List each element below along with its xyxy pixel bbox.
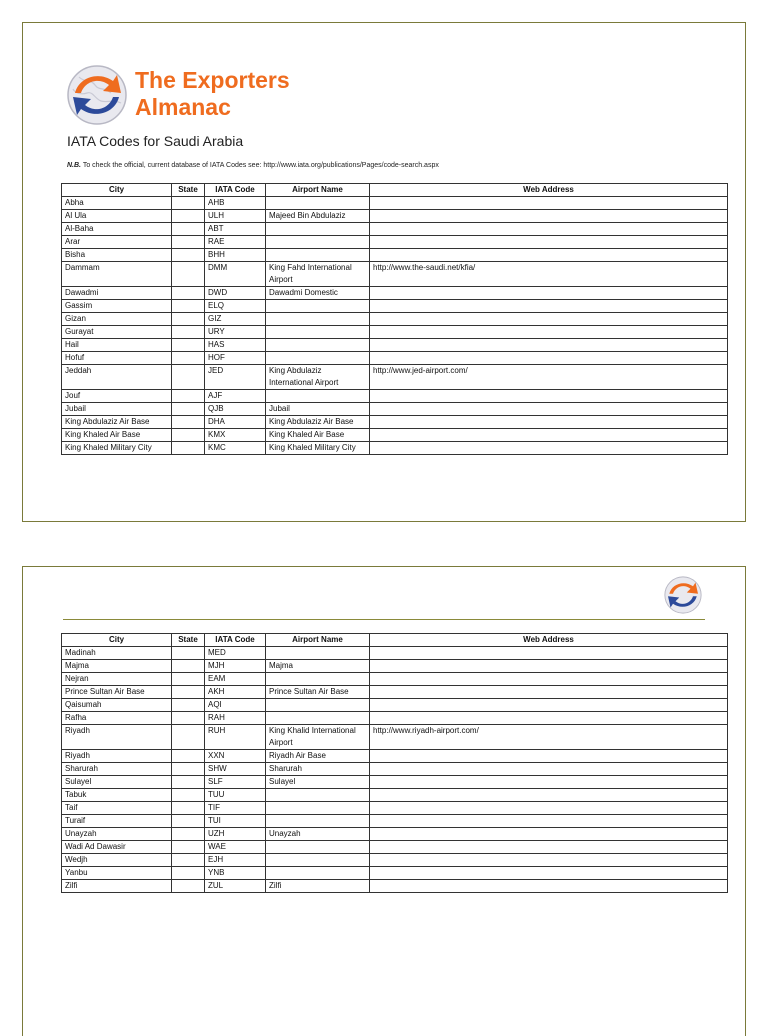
cell-city: Madinah [62,647,172,660]
page-title: IATA Codes for Saudi Arabia [67,133,244,149]
cell-iata-code: EAM [205,673,266,686]
cell-state [172,673,205,686]
document-page-1 [22,22,746,522]
table-body [62,647,728,893]
cell-city: Majma [62,660,172,673]
cell-city: Dammam [62,262,172,287]
table-row [62,712,728,725]
cell-web-address [370,841,728,854]
cell-web-address [370,880,728,893]
cell-web-address [370,236,728,249]
cell-iata-code: WAE [205,841,266,854]
cell-airport-name [266,867,370,880]
cell-airport-name: King Khaled Air Base [266,429,370,442]
cell-iata-code: HOF [205,352,266,365]
cell-airport-name: Sharurah [266,763,370,776]
table-row [62,880,728,893]
table-row [62,210,728,223]
cell-city: Dawadmi [62,287,172,300]
cell-airport-name [266,789,370,802]
cell-web-address: http://www.jed-airport.com/ [370,365,728,390]
cell-web-address [370,712,728,725]
cell-iata-code: QJB [205,403,266,416]
table-row [62,365,728,390]
table-row [62,262,728,287]
cell-iata-code: XXN [205,750,266,763]
cell-city: Wedjh [62,854,172,867]
table-row [62,673,728,686]
cell-airport-name [266,197,370,210]
table-row [62,789,728,802]
cell-city: Jeddah [62,365,172,390]
cell-city: Unayzah [62,828,172,841]
cell-web-address [370,686,728,699]
table-row [62,660,728,673]
table-row [62,326,728,339]
cell-airport-name [266,339,370,352]
cell-iata-code: TUU [205,789,266,802]
brand-line-1: The Exporters [135,67,290,93]
note-body: To check the official, current database of IATA Codes see: http://www.iata.org/publications/Pages/code-search.aspx [81,162,439,169]
cell-state [172,287,205,300]
cell-airport-name: King Fahd International Airport [266,262,370,287]
cell-airport-name: Majeed Bin Abdulaziz [266,210,370,223]
cell-iata-code: EJH [205,854,266,867]
cell-web-address [370,660,728,673]
table-row [62,750,728,763]
cell-airport-name [266,699,370,712]
cell-airport-name [266,313,370,326]
cell-web-address [370,416,728,429]
cell-state [172,313,205,326]
table-row [62,699,728,712]
cell-city: Sharurah [62,763,172,776]
cell-state [172,828,205,841]
cell-city: Taif [62,802,172,815]
table-row [62,416,728,429]
table-row [62,802,728,815]
cell-state [172,686,205,699]
cell-state [172,197,205,210]
cell-airport-name [266,815,370,828]
cell-iata-code: DMM [205,262,266,287]
cell-airport-name: King Abdulaziz International Airport [266,365,370,390]
column-header-web-address: Web Address [370,634,728,647]
cell-web-address [370,442,728,455]
cell-airport-name [266,802,370,815]
cell-airport-name [266,647,370,660]
cell-web-address [370,300,728,313]
cell-web-address [370,326,728,339]
cell-web-address [370,197,728,210]
cell-city: Gurayat [62,326,172,339]
header-divider [63,619,705,620]
cell-city: Gassim [62,300,172,313]
cell-web-address [370,403,728,416]
cell-iata-code: MED [205,647,266,660]
cell-city: Qaisumah [62,699,172,712]
cell-state [172,815,205,828]
cell-city: Gizan [62,313,172,326]
table-row [62,854,728,867]
cell-state [172,365,205,390]
cell-web-address [370,776,728,789]
cell-iata-code: URY [205,326,266,339]
cell-iata-code: KMC [205,442,266,455]
cell-city: Jubail [62,403,172,416]
cell-web-address [370,339,728,352]
cell-state [172,802,205,815]
iata-codes-table-1 [61,183,728,455]
table-row [62,403,728,416]
cell-iata-code: ZUL [205,880,266,893]
column-header-iata-code: IATA Code [205,634,266,647]
cell-iata-code: AHB [205,197,266,210]
cell-state [172,699,205,712]
cell-iata-code: RAE [205,236,266,249]
cell-web-address [370,429,728,442]
column-header-web-address: Web Address [370,184,728,197]
cell-state [172,300,205,313]
table-row [62,841,728,854]
exporters-almanac-logo-small-icon [663,575,703,615]
cell-state [172,725,205,750]
cell-airport-name [266,390,370,403]
table-row [62,249,728,262]
cell-iata-code: AJF [205,390,266,403]
cell-city: Hail [62,339,172,352]
cell-web-address [370,390,728,403]
cell-airport-name: Jubail [266,403,370,416]
cell-web-address [370,750,728,763]
cell-state [172,352,205,365]
cell-state [172,647,205,660]
table-row [62,867,728,880]
exporters-almanac-logo-icon [65,63,129,127]
cell-state [172,416,205,429]
cell-state [172,326,205,339]
cell-city: King Abdulaziz Air Base [62,416,172,429]
cell-airport-name [266,236,370,249]
table-row [62,197,728,210]
note-label: N.B. [67,162,81,169]
cell-iata-code: UZH [205,828,266,841]
cell-iata-code: BHH [205,249,266,262]
cell-city: Abha [62,197,172,210]
cell-web-address [370,352,728,365]
cell-airport-name [266,854,370,867]
cell-city: Prince Sultan Air Base [62,686,172,699]
cell-iata-code: KMX [205,429,266,442]
cell-web-address: http://www.riyadh-airport.com/ [370,725,728,750]
cell-state [172,236,205,249]
table-row [62,300,728,313]
table-row [62,339,728,352]
cell-state [172,403,205,416]
cell-city: Al Ula [62,210,172,223]
table-row [62,815,728,828]
cell-city: Al-Baha [62,223,172,236]
cell-state [172,789,205,802]
cell-city: Jouf [62,390,172,403]
table-row [62,236,728,249]
cell-iata-code: DWD [205,287,266,300]
table-header-row [62,634,728,647]
cell-city: Nejran [62,673,172,686]
cell-airport-name [266,326,370,339]
note-text [67,162,439,169]
cell-state [172,867,205,880]
brand-name [135,67,290,121]
cell-airport-name [266,352,370,365]
cell-web-address [370,802,728,815]
table-row [62,725,728,750]
cell-web-address [370,815,728,828]
table-row [62,429,728,442]
cell-web-address [370,249,728,262]
cell-city: King Khaled Military City [62,442,172,455]
cell-airport-name [266,712,370,725]
cell-airport-name: Prince Sultan Air Base [266,686,370,699]
table-row [62,763,728,776]
cell-city: Tabuk [62,789,172,802]
cell-city: Turaif [62,815,172,828]
document-page-2 [22,566,746,1036]
cell-city: Yanbu [62,867,172,880]
brand-line-2: Almanac [135,94,231,120]
cell-web-address [370,210,728,223]
column-header-city: City [62,634,172,647]
cell-city: Sulayel [62,776,172,789]
table-body [62,197,728,455]
cell-iata-code: TIF [205,802,266,815]
table-row [62,442,728,455]
cell-iata-code: JED [205,365,266,390]
cell-airport-name [266,249,370,262]
cell-iata-code: DHA [205,416,266,429]
cell-iata-code: ABT [205,223,266,236]
cell-state [172,223,205,236]
cell-state [172,854,205,867]
column-header-city: City [62,184,172,197]
table-row [62,686,728,699]
cell-state [172,776,205,789]
cell-state [172,249,205,262]
cell-state [172,841,205,854]
cell-web-address [370,789,728,802]
cell-airport-name: King Khaled Military City [266,442,370,455]
cell-iata-code: GIZ [205,313,266,326]
cell-airport-name [266,841,370,854]
table-row [62,352,728,365]
cell-web-address [370,699,728,712]
cell-iata-code: HAS [205,339,266,352]
cell-web-address [370,828,728,841]
column-header-iata-code: IATA Code [205,184,266,197]
cell-iata-code: ULH [205,210,266,223]
cell-web-address: http://www.the-saudi.net/kfia/ [370,262,728,287]
cell-airport-name [266,300,370,313]
cell-city: Hofuf [62,352,172,365]
cell-iata-code: RUH [205,725,266,750]
cell-airport-name: Riyadh Air Base [266,750,370,763]
cell-airport-name: Sulayel [266,776,370,789]
column-header-airport-name: Airport Name [266,184,370,197]
table-row [62,390,728,403]
cell-iata-code: TUI [205,815,266,828]
cell-iata-code: SHW [205,763,266,776]
table-row [62,828,728,841]
cell-web-address [370,223,728,236]
cell-iata-code: ELQ [205,300,266,313]
cell-web-address [370,287,728,300]
cell-web-address [370,867,728,880]
cell-state [172,339,205,352]
iata-codes-table-2 [61,633,728,893]
column-header-state: State [172,634,205,647]
column-header-state: State [172,184,205,197]
cell-iata-code: YNB [205,867,266,880]
cell-state [172,210,205,223]
table-row [62,223,728,236]
cell-airport-name [266,223,370,236]
cell-iata-code: MJH [205,660,266,673]
cell-iata-code: RAH [205,712,266,725]
cell-city: Riyadh [62,750,172,763]
cell-state [172,442,205,455]
cell-iata-code: AQI [205,699,266,712]
table-row [62,313,728,326]
cell-airport-name: Dawadmi Domestic [266,287,370,300]
cell-iata-code: SLF [205,776,266,789]
table-row [62,776,728,789]
cell-state [172,880,205,893]
cell-airport-name: King Khalid International Airport [266,725,370,750]
cell-state [172,390,205,403]
cell-airport-name: King Abdulaziz Air Base [266,416,370,429]
cell-web-address [370,647,728,660]
cell-airport-name: Majma [266,660,370,673]
cell-city: Riyadh [62,725,172,750]
cell-iata-code: AKH [205,686,266,699]
cell-web-address [370,313,728,326]
cell-city: Zilfi [62,880,172,893]
cell-state [172,763,205,776]
table-row [62,287,728,300]
table-row [62,647,728,660]
cell-state [172,429,205,442]
table-header-row [62,184,728,197]
cell-web-address [370,763,728,776]
cell-state [172,660,205,673]
cell-airport-name: Unayzah [266,828,370,841]
cell-airport-name: Zilfi [266,880,370,893]
cell-city: Bisha [62,249,172,262]
cell-state [172,712,205,725]
cell-airport-name [266,673,370,686]
cell-web-address [370,673,728,686]
cell-web-address [370,854,728,867]
cell-city: Rafha [62,712,172,725]
column-header-airport-name: Airport Name [266,634,370,647]
cell-city: Wadi Ad Dawasir [62,841,172,854]
cell-state [172,262,205,287]
cell-state [172,750,205,763]
cell-city: Arar [62,236,172,249]
cell-city: King Khaled Air Base [62,429,172,442]
